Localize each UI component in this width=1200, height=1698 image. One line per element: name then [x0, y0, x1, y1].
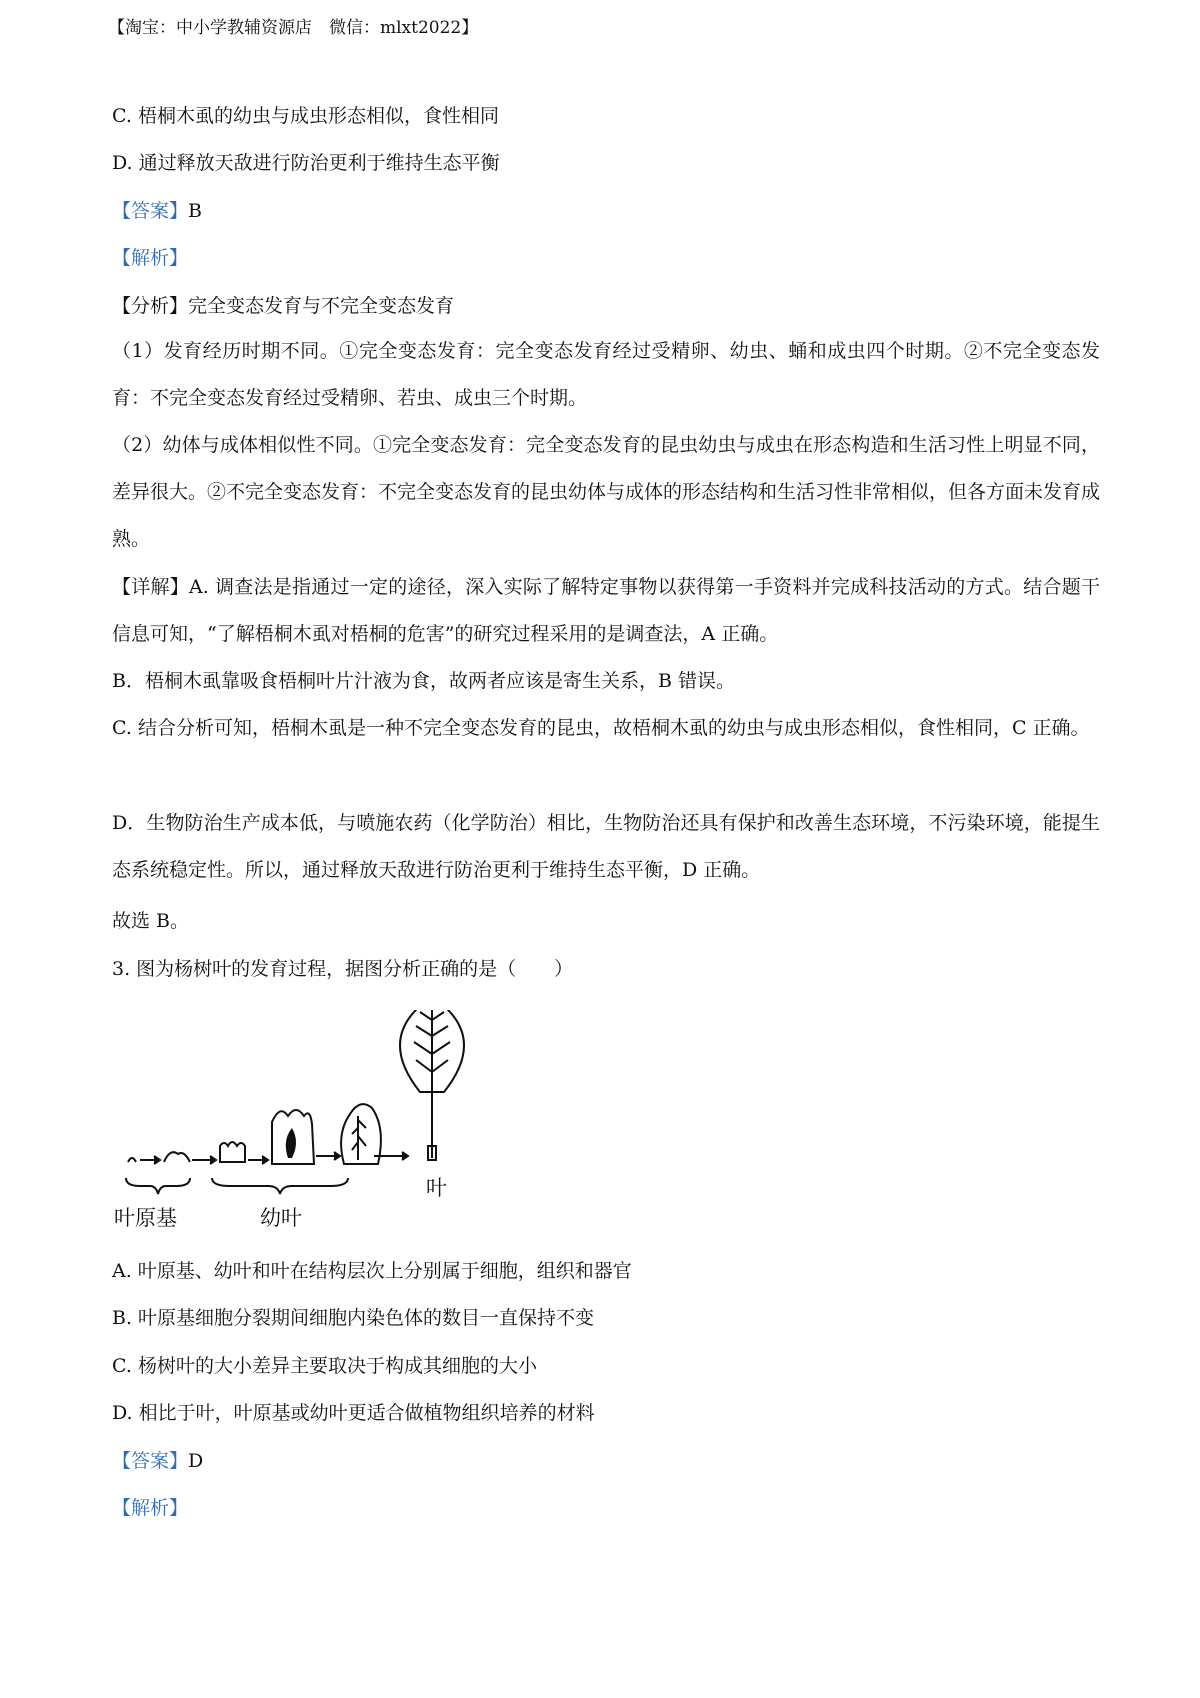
- arrow-1-head: [154, 1156, 160, 1164]
- q3-option-c: C. 杨树叶的大小差异主要取决于构成其细胞的大小: [112, 1355, 537, 1377]
- answer-value: B: [188, 200, 202, 222]
- q3-option-a: A. 叶原基、幼叶和叶在结构层次上分别属于细胞，组织和器官: [112, 1260, 632, 1282]
- q2-option-d: D. 通过释放天敌进行防治更利于维持生态平衡: [112, 152, 500, 174]
- young-leaf-1: [220, 1142, 245, 1162]
- label-young-leaf: 幼叶: [260, 1206, 302, 1230]
- q3-option-d: D. 相比于叶，叶原基或幼叶更适合做植物组织培养的材料: [112, 1402, 595, 1424]
- q3-stem: 3. 图为杨树叶的发育过程，据图分析正确的是（ ）: [112, 958, 574, 980]
- label-leaf: 叶: [426, 1176, 447, 1200]
- q2-detail-d: D．生物防治生产成本低，与喷施农药（化学防治）相比，生物防治还具有保护和改善生态环境，不污染环境，能提生态系统稳定性。所以，通过释放天敌进行防治更利于维持生态平衡，D 正确。: [112, 812, 1100, 881]
- q2-conclusion: 故选 B。: [112, 910, 190, 932]
- q2-detail-a: [112, 564, 1100, 658]
- brace-young-leaf: [212, 1178, 348, 1194]
- q2-detail-b: B．梧桐木虱靠吸食梧桐叶片汁液为食，故两者应该是寄生关系，B 错误。: [112, 670, 735, 692]
- detail-a-text: A. 调查法是指通过一定的途径，深入实际了解特定事物以获得第一手资料并完成科技活动的方式。结合题干信息可知，“了解梧桐木虱对梧桐的危害”的研究过程采用的是调查法，A 正确。: [112, 576, 1100, 645]
- primordium-bump-2: [164, 1152, 190, 1162]
- q2-option-c: C. 梧桐木虱的幼虫与成虫形态相似，食性相同: [112, 105, 499, 127]
- q2-detail-c: C. 结合分析可知，梧桐木虱是一种不完全变态发育的昆虫，故梧桐木虱的幼虫与成虫形态相似，食性相同，C 正确。: [112, 717, 1090, 739]
- fenxi-label: 【分析】: [112, 295, 189, 317]
- q2-fenxi: [112, 293, 454, 319]
- q3-answer: [112, 1448, 203, 1474]
- label-primordium: 叶原基: [114, 1206, 177, 1230]
- q3-option-b: B. 叶原基细胞分裂期间细胞内染色体的数目一直保持不变: [112, 1307, 595, 1329]
- primordium-bump-1: [128, 1158, 136, 1162]
- answer-label: 【答案】: [112, 200, 189, 222]
- brace-primordium: [126, 1178, 190, 1194]
- answer-value: D: [188, 1450, 204, 1472]
- mature-leaf-veins: [414, 1010, 450, 1094]
- leaf-development-figure: [112, 1010, 492, 1240]
- q2-answer: [112, 198, 202, 224]
- q2-point2: （2）幼体与成体相似性不同。①完全变态发育：完全变态发育的昆虫幼虫与成虫在形态构造和生活习性上明显不同，差异很大。②不完全变态发育：不完全变态发育的昆虫幼体与成体的形态结构和生活习性非常相似，但各方面未发育成熟。: [112, 434, 1101, 550]
- q2-point1: （1）发育经历时期不同。①完全变态发育：完全变态发育经过受精卵、幼虫、蛹和成虫四个时期。②不完全变态发育：不完全变态发育经过受精卵、若虫、成虫三个时期。: [112, 340, 1100, 409]
- answer-label: 【答案】: [112, 1450, 189, 1472]
- page-header: 【淘宝：中小学教辅资源店 微信：mlxt2022】: [108, 18, 479, 38]
- q3-analysis-label: 【解析】: [112, 1497, 189, 1519]
- xiangjie-label: 【详解】: [112, 576, 189, 598]
- q2-analysis-label: 【解析】: [112, 247, 189, 269]
- fenxi-text: 完全变态发育与不完全变态发育: [188, 295, 455, 317]
